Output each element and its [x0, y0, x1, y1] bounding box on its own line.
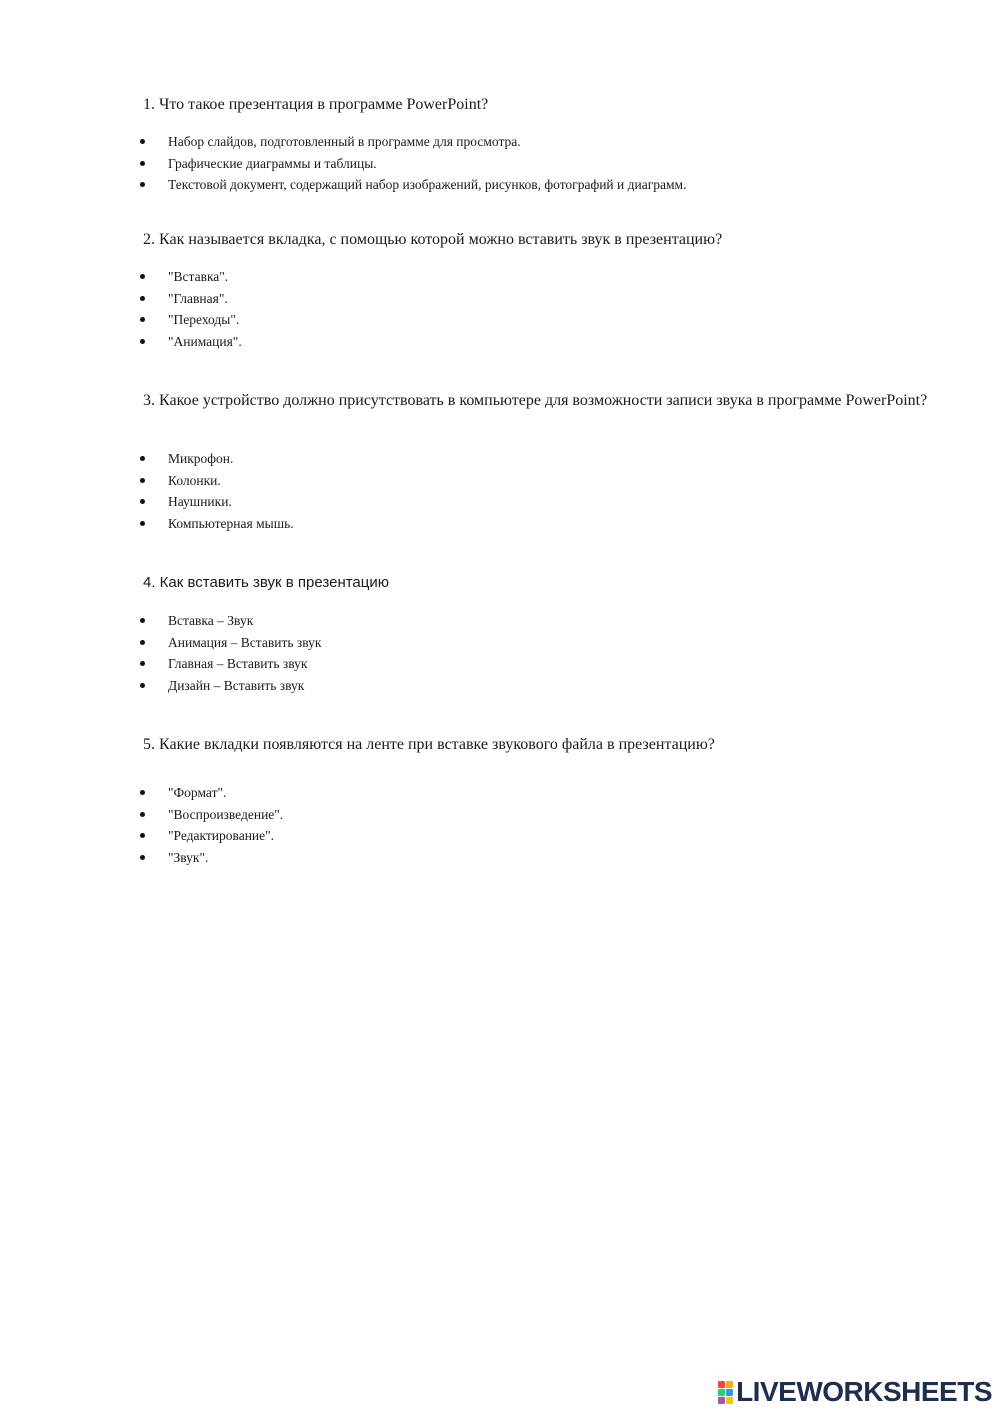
option-label: "Вставка". [168, 269, 229, 284]
bullet-icon [140, 182, 145, 187]
question-3-options [138, 448, 294, 534]
question-1: 1. Что такое презентация в программе PowerPoint? [143, 96, 489, 113]
question-5: 5. Какие вкладки появляются на ленте при вставке звукового файла в презентацию? [143, 736, 715, 753]
bullet-icon [140, 661, 145, 666]
option[interactable] [138, 174, 686, 196]
option-label: "Формат". [168, 785, 227, 800]
option[interactable] [138, 825, 283, 847]
option-label: Главная – Вставить звук [168, 656, 308, 671]
bullet-icon [140, 139, 145, 144]
bullet-icon [140, 640, 145, 645]
brand-name: LIVEWORKSHEETS [736, 1376, 992, 1407]
option[interactable] [138, 513, 294, 535]
option-label: "Анимация". [168, 333, 242, 349]
bullet-icon [140, 855, 145, 860]
bullet-icon [140, 812, 145, 817]
bullet-icon [140, 833, 145, 838]
logo-square [726, 1397, 733, 1404]
bullet-icon [140, 274, 145, 279]
question-3: 3. Какое устройство должно присутствовать в компьютере для возможности записи звука в программе PowerPoint? [143, 392, 928, 409]
bullet-icon [140, 296, 145, 301]
liveworksheets-logo-icon [718, 1381, 733, 1404]
bullet-icon [140, 521, 145, 526]
brand-watermark[interactable] [718, 1377, 992, 1407]
bullet-icon [140, 339, 145, 344]
option-label: Набор слайдов, подготовленный в программе для просмотра. [168, 134, 521, 149]
option[interactable] [138, 331, 242, 353]
bullet-icon [140, 618, 145, 623]
logo-square [718, 1389, 725, 1396]
option-label: Дизайн – Вставить звук [168, 677, 305, 693]
bullet-icon [140, 161, 145, 166]
option[interactable] [138, 309, 242, 331]
logo-square [726, 1389, 733, 1396]
option[interactable] [138, 782, 283, 804]
option-label: "Переходы". [168, 312, 240, 327]
option[interactable] [138, 266, 242, 288]
option-label: Вставка – Звук [168, 613, 254, 628]
question-4: 4. Как вставить звук в презентацию [143, 574, 389, 591]
question-5-options [138, 782, 283, 868]
question-2-options [138, 266, 242, 352]
option[interactable] [138, 610, 321, 632]
option[interactable] [138, 491, 294, 513]
option-label: "Редактирование". [168, 828, 275, 843]
bullet-icon [140, 499, 145, 504]
option[interactable] [138, 632, 321, 654]
question-4-options [138, 610, 321, 696]
option-label: Колонки. [168, 472, 221, 488]
option[interactable] [138, 847, 283, 869]
option-label: Графические диаграммы и таблицы. [168, 155, 377, 171]
option[interactable] [138, 448, 294, 470]
option-label: "Звук". [168, 849, 209, 865]
option[interactable] [138, 675, 321, 697]
option-label: Текстовой документ, содержащий набор изображений, рисунков, фотографий и диаграмм. [168, 177, 687, 192]
logo-square [718, 1397, 725, 1404]
option[interactable] [138, 653, 321, 675]
option[interactable] [138, 470, 294, 492]
option[interactable] [138, 153, 686, 175]
option-label: Наушники. [168, 494, 232, 509]
option-label: Анимация – Вставить звук [168, 634, 322, 650]
bullet-icon [140, 683, 145, 688]
option-label: Компьютерная мышь. [168, 515, 294, 531]
bullet-icon [140, 790, 145, 795]
logo-square [726, 1381, 733, 1388]
question-1-options [138, 131, 686, 196]
bullet-icon [140, 317, 145, 322]
bullet-icon [140, 456, 145, 461]
bullet-icon [140, 478, 145, 483]
option[interactable] [138, 804, 283, 826]
option-label: "Воспроизведение". [168, 806, 284, 822]
option[interactable] [138, 288, 242, 310]
option-label: "Главная". [168, 290, 228, 306]
option-label: Микрофон. [168, 451, 234, 466]
question-2: 2. Как называется вкладка, с помощью которой можно вставить звук в презентацию? [143, 231, 723, 248]
logo-square [718, 1381, 725, 1388]
option[interactable] [138, 131, 686, 153]
